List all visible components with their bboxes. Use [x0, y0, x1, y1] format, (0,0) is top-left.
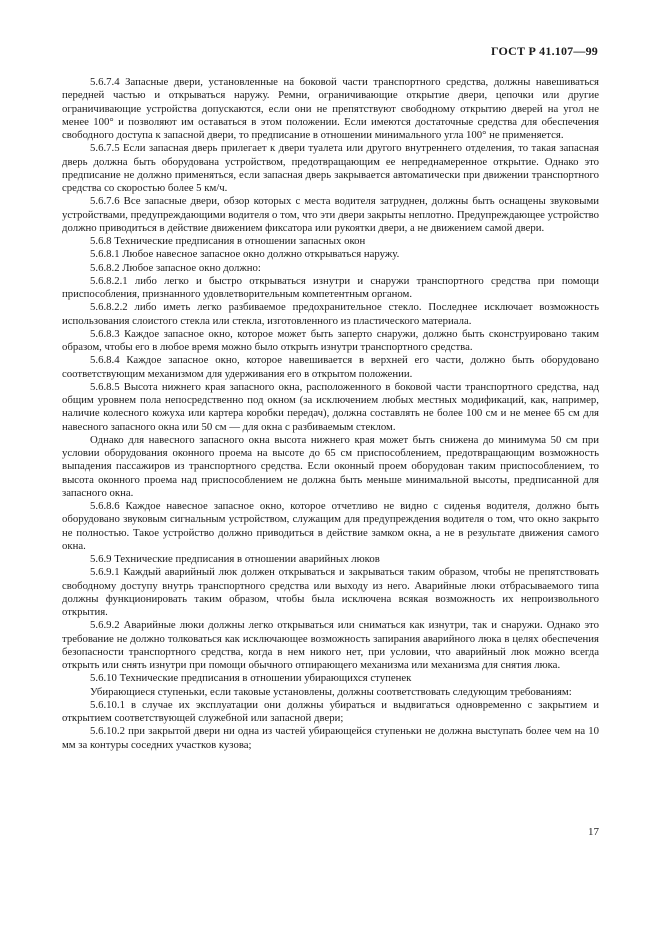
paragraph: Однако для навесного запасного окна высота нижнего края может быть снижена до минимума 50 см при условии оборудования оконного проема на высоте до 65 см приспособлением, предотвращающим возможность выпадения пассажиров из транспортного средства. Если оконный проем оборудован таким приспособлением, то высота оконного проема над приспособлением не должна быть меньше минимальной высоты, предписанной для запасного окна. [62, 433, 599, 499]
paragraph: 5.6.7.6 Все запасные двери, обзор которых с места водителя затруднен, должны быть оснащены звуковыми устройствами, предупреждающими водителя о том, что эти двери закрыты неплотно. Предупреждающее устройство должно приводиться в действие движением фиксатора или рукоятки двери, а не движением самой двери. [62, 195, 599, 234]
paragraph: 5.6.8.4 Каждое запасное окно, которое навешивается в верхней его части, должно быть оборудовано соответствующим механизмом для удерживания его в открытом положении. [62, 354, 599, 380]
paragraph: 5.6.7.5 Если запасная дверь прилегает к двери туалета или другого внутреннего отделения, то такая запасная дверь должна быть оборудована устройством, предотвращающим ее непреднамеренное открытие. Однако это предписание не должно применяться, если запасная дверь закрывается автоматически при движении транспортного средства со скоростью более 5 км/ч. [62, 142, 599, 194]
section-heading: 5.6.9 Технические предписания в отношении аварийных люков [90, 553, 380, 565]
section-heading: 5.6.8 Технические предписания в отношении запасных окон [90, 235, 366, 247]
standard-header: ГОСТ Р 41.107—99 [490, 44, 598, 58]
page-number: 17 [588, 826, 599, 838]
paragraph: 5.6.10.2 при закрытой двери ни одна из частей убирающейся ступеньки не должна выступать более чем на 10 мм за контуры соседних участков кузова; [62, 725, 599, 751]
paragraph: 5.6.8.6 Каждое навесное запасное окно, которое отчетливо не видно с сиденья водителя, должно быть оборудовано звуковым сигнальным устройством, служащим для предупреждения водителя о том, что окно закрыто не полностью. Такое устройство должно приводиться в действие замком окна, а не в результате движения самого окна. [62, 500, 599, 552]
document-body [62, 76, 599, 752]
paragraph: 5.6.9.2 Аварийные люки должны легко открываться или сниматься как изнутри, так и снаружи. Однако это требование не должно толковаться как исключающее возможность запирания аварийного люка в целях обеспечения безопасности транспортного средства, когда в нем никого нет, при условии, что аварийный люк можно всегда открыть или снять изнутри при помощи обычного отпирающего механизма или механизма для снятия люка. [62, 619, 599, 671]
paragraph: 5.6.8.2 Любое запасное окно должно: [90, 261, 261, 274]
paragraph: 5.6.10.1 в случае их эксплуатации они должны убираться и выдвигаться одновременно с закрытием и открытием соответствующей служебной или запасной двери; [62, 698, 599, 724]
paragraph: 5.6.8.1 Любое навесное запасное окно должно открываться наружу. [90, 248, 400, 261]
section-heading: 5.6.10 Технические предписания в отношении убирающихся ступенек [90, 672, 412, 685]
paragraph: 5.6.8.2.1 либо легко и быстро открываться изнутри и снаружи транспортного средства при помощи приспособления, признанного удовлетворительным компетентным органом. [62, 274, 599, 300]
paragraph: Убирающиеся ступеньки, если таковые установлены, должны соответствовать следующим требованиям: [90, 685, 572, 698]
paragraph: 5.6.8.5 Высота нижнего края запасного окна, расположенного в боковой части транспортного средства, над общим уровнем пола непосредственно под окном (за исключением любых местных модификаций, как, например, наличие колесного кожуха или картера коробки передач), должна составлять не более 100 см и не менее 65 см для навесного запасного окна или 50 см — для окна с разбиваемым стеклом. [62, 380, 599, 433]
paragraph: 5.6.7.4 Запасные двери, установленные на боковой части транспортного средства, должны навешиваться передней частью и открываться наружу. Ремни, ограничивающие открытие двери, цепочки или другие ограничивающие устройства допускаются, если они не препятствуют свободному открытию дверей на угол не менее 100° и позволяют им оставаться в этом положении. Если имеются достаточные средства для обеспечения свободного доступа к запасной двери, то предписание в отношении минимального угла 100° не применяется. [62, 76, 599, 141]
paragraph: 5.6.9.1 Каждый аварийный люк должен открываться и закрываться таким образом, чтобы не препятствовать свободному доступу внутрь транспортного средства или выходу из него. Аварийные люки отбрасываемого типа должны функционировать таким образом, чтобы была исключена всякая возможность их непроизвольного открытия. [62, 566, 599, 618]
paragraph: 5.6.8.2.2 либо иметь легко разбиваемое предохранительное стекло. Последнее исключает возможность использования слоистого стекла или стекла, изготовленного из пластического материала. [62, 301, 599, 327]
paragraph: 5.6.8.3 Каждое запасное окно, которое может быть заперто снаружи, должно быть сконструировано таким образом, чтобы его в любое время можно было открыть изнутри транспортного средства. [62, 327, 599, 353]
